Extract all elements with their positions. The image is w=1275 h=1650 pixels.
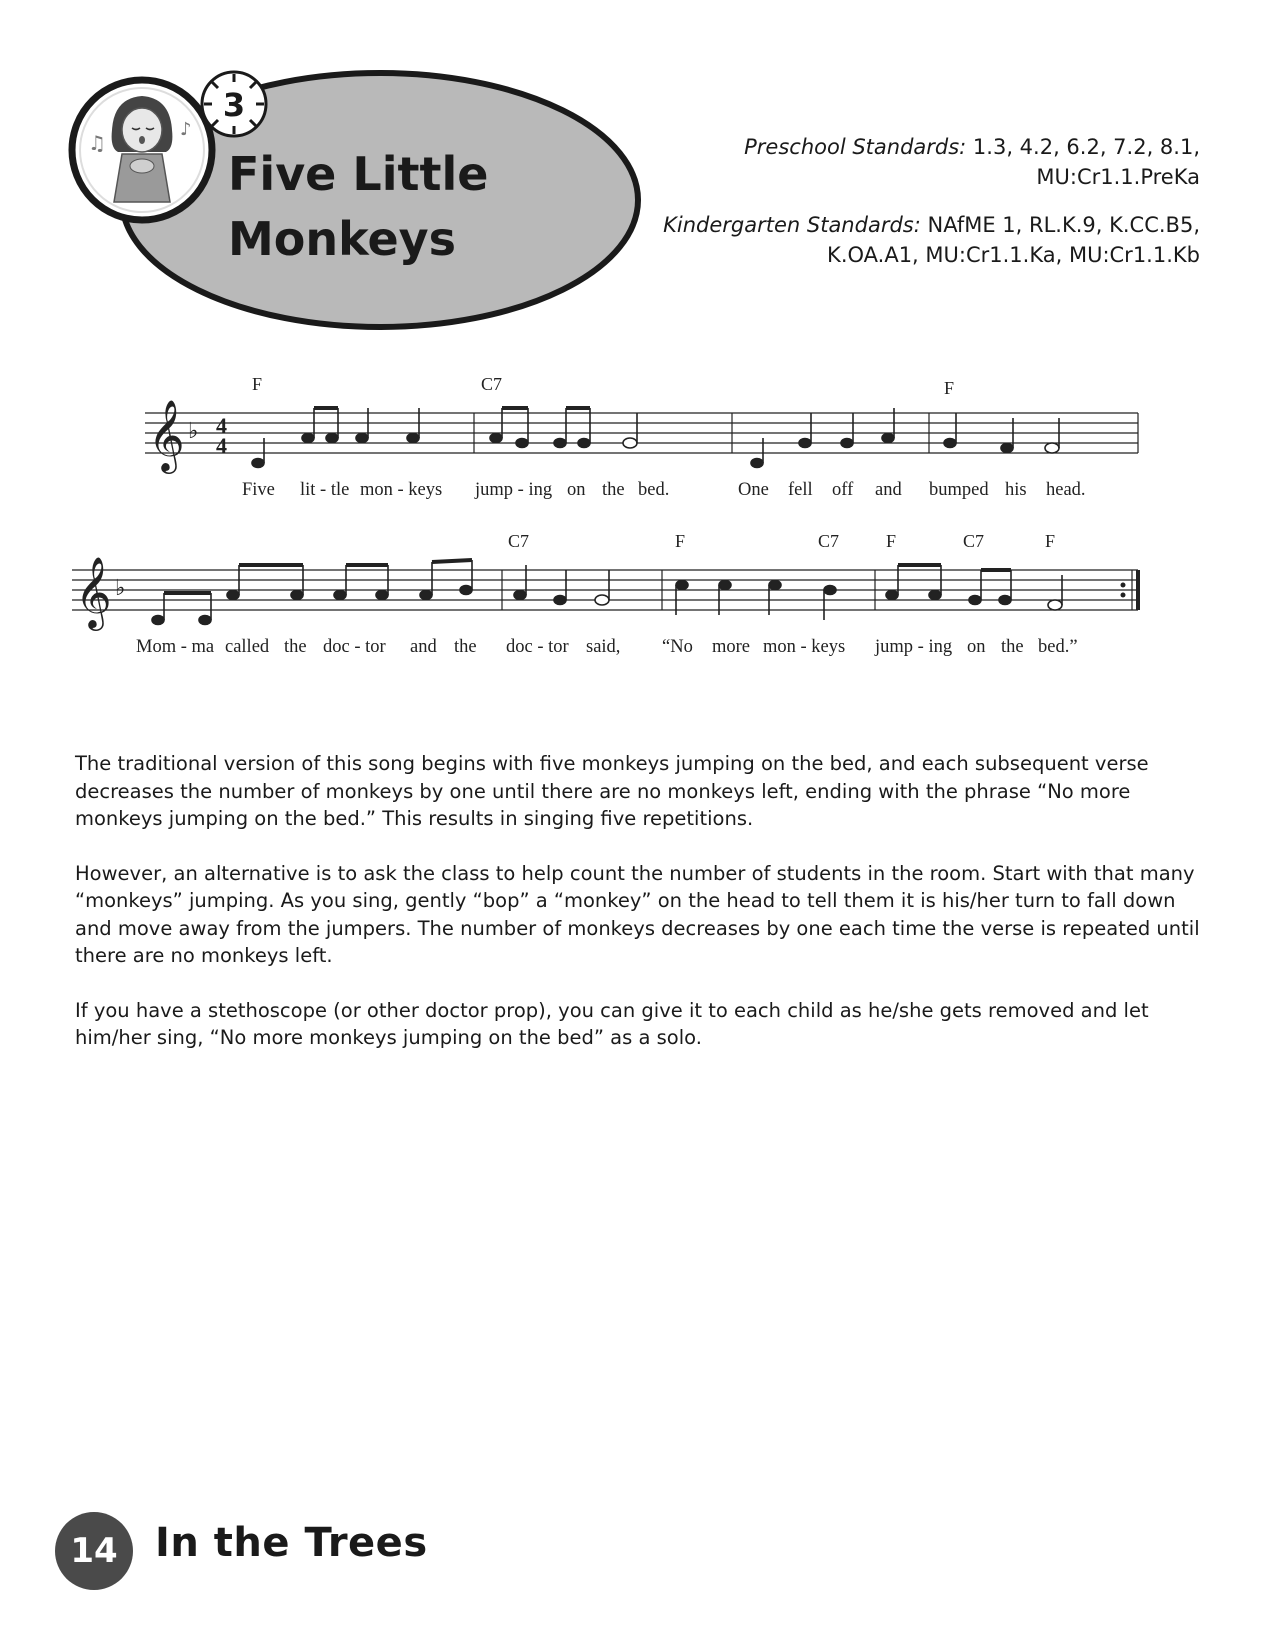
lyric: lit - tle	[300, 480, 350, 500]
preschool-standards-line1: 1.3, 4.2, 6.2, 7.2, 8.1,	[966, 135, 1200, 159]
lyrics-line-1	[242, 480, 1086, 500]
preschool-standards	[640, 132, 1200, 192]
treble-clef-icon: 𝄞	[148, 398, 185, 471]
lyric: and	[410, 637, 437, 657]
chord-symbol: C7	[818, 531, 840, 551]
lyric: doc - tor	[323, 637, 386, 657]
lyric: Five	[242, 480, 275, 500]
sheet-music	[70, 374, 1210, 700]
treble-clef-icon: 𝄞	[75, 555, 112, 628]
lyric: called	[225, 637, 270, 657]
lyric: on	[567, 480, 586, 500]
chord-symbol: C7	[963, 531, 985, 551]
preschool-standards-label: Preschool Standards:	[744, 135, 967, 159]
chord-symbol: C7	[508, 531, 530, 551]
preschool-standards-line2: MU:Cr1.1.PreKa	[1036, 165, 1200, 189]
notes-line-1	[252, 408, 1059, 468]
flat-sign-icon: ♭	[115, 576, 126, 601]
song-title-line1: Five Little	[228, 147, 489, 201]
lyric: jump - ing	[875, 637, 953, 657]
singer-girl-icon	[72, 80, 212, 220]
lyric: the	[454, 637, 477, 657]
chord-symbol: F	[944, 378, 955, 398]
instructions	[75, 750, 1205, 1079]
section-title: In the Trees	[155, 1520, 428, 1566]
chord-symbol: F	[1045, 531, 1056, 551]
lyric: Mom - ma	[136, 637, 215, 657]
lyric: said,	[586, 637, 621, 657]
song-title-line2: Monkeys	[228, 212, 457, 266]
lyric: bumped	[929, 480, 989, 500]
chord-symbol: C7	[481, 374, 503, 394]
staff-1	[145, 413, 1138, 453]
lyric: doc - tor	[506, 637, 569, 657]
svg-text:♫: ♫	[88, 131, 106, 155]
lyric: “No	[662, 637, 693, 657]
chord-symbol: F	[886, 531, 897, 551]
svg-text:4: 4	[216, 433, 227, 458]
chord-symbol: F	[675, 531, 686, 551]
lyric: and	[875, 480, 902, 500]
svg-text:♪: ♪	[180, 119, 192, 140]
lyric: his	[1005, 480, 1027, 500]
lyric: the	[284, 637, 307, 657]
page-footer	[55, 1512, 655, 1592]
kindergarten-standards-label: Kindergarten Standards:	[663, 213, 921, 237]
lyric: mon - keys	[763, 637, 846, 657]
paragraph-stethoscope-tip: If you have a stethoscope (or other doctor prop), you can give it to each child as he/she gets removed and let him/her sing, “No more monkeys jumping on the bed” as a solo.	[75, 998, 1149, 1049]
chord-symbol: F	[252, 374, 263, 394]
paragraph-alternative-version: However, an alternative is to ask the class to help count the number of students in the room. Start with that many “monkeys” jumping. As you sing, gently “bop” a “monkey” on the head to tell them it is his/her turn to fall down and move away from the jumpers. The number of monkeys decreases by one each time the verse is repeated until there are no monkeys left.	[75, 861, 1200, 967]
time-signature: 4	[216, 413, 227, 438]
lyric: the	[1001, 637, 1024, 657]
standards-block	[640, 132, 1200, 288]
kindergarten-standards-line1: NAfME 1, RL.K.9, K.CC.B5,	[920, 213, 1200, 237]
lyrics-line-2	[136, 637, 1078, 657]
lyric: off	[832, 480, 854, 500]
lyric: more	[712, 637, 751, 657]
lyric: mon - keys	[360, 480, 443, 500]
lyric: jump - ing	[475, 480, 553, 500]
lyric: on	[967, 637, 986, 657]
title-badge	[70, 70, 640, 360]
kindergarten-standards-line2: K.OA.A1, MU:Cr1.1.Ka, MU:Cr1.1.Kb	[827, 243, 1200, 267]
lyric: One	[738, 480, 769, 500]
song-number-badge	[202, 72, 266, 136]
kindergarten-standards	[640, 210, 1200, 270]
lyric: the	[602, 480, 625, 500]
song-number: 3	[222, 86, 246, 124]
page-number: 14	[55, 1512, 133, 1590]
paragraph-traditional-version: The traditional version of this song begins with five monkeys jumping on the bed, and each subsequent verse decreases the number of monkeys by one until there are no monkeys left, ending with the phrase “No more monkeys jumping on the bed.” This results in singing five repetitions.	[75, 752, 1149, 830]
lyric: fell	[788, 480, 813, 500]
flat-sign-icon: ♭	[188, 419, 199, 444]
chord-symbols	[252, 374, 1055, 551]
lyric: bed.	[638, 480, 670, 500]
lyric: bed.”	[1038, 637, 1078, 657]
lyric: head.	[1046, 480, 1086, 500]
